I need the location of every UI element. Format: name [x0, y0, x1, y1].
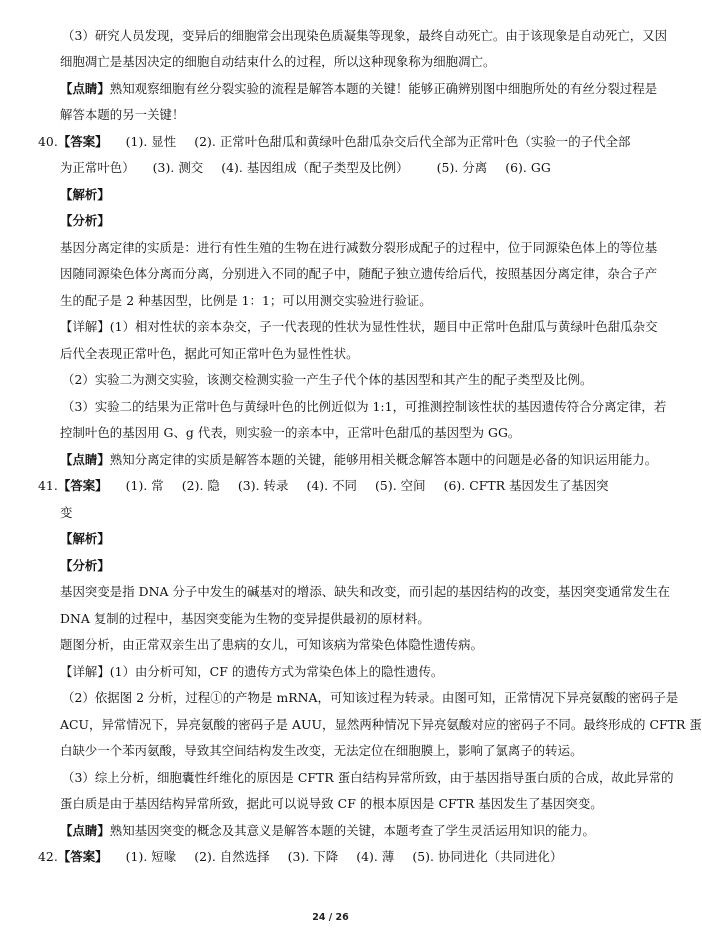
paragraph-line: （3）综上分析，细胞囊性纤维化的原因是 CFTR 蛋白结构异常所致，由于基因指导蛋白质的合成，故此异常的	[62, 770, 674, 785]
answer-item: (3). 转录	[237, 478, 289, 493]
question-41-answer-cont: 变	[60, 505, 73, 520]
answer-tag: 【答案】	[57, 478, 108, 493]
comment-text: 熟知分离定律的实质是解答本题的关键，能够用相关概念解答本题中的问题是必备的知识运用能力。	[109, 452, 658, 467]
paragraph-line: （2）实验二为测交实验，该测交检测实验一产生子代个体的基因型和其产生的配子类型及比例。	[62, 372, 593, 387]
question-40-answer-cont	[60, 160, 620, 176]
question-40-answer	[38, 134, 631, 150]
comment-tag: 【点睛】	[60, 81, 110, 96]
answer-item: (1). 显性	[125, 134, 177, 149]
paragraph-line: 因随同源染色体分离而分离，分别进入不同的配子中，随配子独立遗传给后代，按照基因分离定律，杂合子产	[60, 266, 658, 281]
paragraph-line: 控制叶色的基因用 G、g 代表，则实验一的亲本中，正常叶色甜瓜的基因型为 GG。	[60, 425, 521, 440]
answer-item: (4). 基因组成（配子类型及比例）	[221, 160, 409, 175]
page-number: 24 / 26	[312, 912, 349, 923]
question-42-answer	[38, 849, 598, 865]
answer-tag: 【答案】	[57, 849, 108, 864]
section-label: 【分析】	[60, 558, 110, 573]
answer-item: (2). 自然选择	[194, 849, 270, 864]
paragraph-line: ACU，异常情况下，异亮氨酸的密码子是 AUU，显然两种情况下异亮氨酸对应的密码子不同。最终形成的 CFTR 蛋	[60, 717, 702, 732]
comment-text: 熟知观察细胞有丝分裂实验的流程是解答本题的关键！能够正确辨别图中细胞所处的有丝分裂过程是	[109, 81, 658, 96]
paragraph-line: 蛋白质是由于基因结构异常所致，据此可以说导致 CF 的根本原因是 CFTR 基因发生了基因突变。	[60, 796, 603, 811]
question-41-answer	[38, 478, 609, 494]
answer-item: (2). 正常叶色甜瓜和黄绿叶色甜瓜杂交后代全部为正常叶色（实验一的子代全部	[194, 134, 631, 149]
paragraph-line: 白缺少一个苯丙氨酸，导致其空间结构发生改变，无法定位在细胞膜上，影响了氯离子的转运。	[60, 743, 583, 758]
answer-item: (6). CFTR 基因发生了基因突	[443, 478, 609, 493]
paragraph-line: 细胞凋亡是基因决定的细胞自动结束什么的过程，所以这种现象称为细胞凋亡。	[60, 54, 496, 69]
answer-item: (1). 短喙	[125, 849, 177, 864]
answer-item: (5). 协同进化（共同进化）	[412, 849, 563, 864]
answer-item: (5). 分离	[436, 160, 488, 175]
comment-tag: 【点睛】	[60, 452, 110, 467]
answer-tag: 【答案】	[57, 134, 108, 149]
comment-line	[60, 452, 658, 468]
paragraph-line: 【详解】(1）由分析可知，CF 的遗传方式为常染色体上的隐性遗传。	[60, 664, 444, 679]
paragraph-line: 【详解】(1）相对性状的亲本杂交，子一代表现的性状为显性性状，题目中正常叶色甜瓜与黄绿叶色甜瓜杂交	[60, 319, 658, 334]
paragraph-line: 基因分离定律的实质是：进行有性生殖的生物在进行减数分裂形成配子的过程中，位于同源染色体上的等位基	[60, 240, 658, 255]
answer-item: (6). GG	[505, 160, 551, 175]
comment-line	[60, 81, 658, 97]
answer-item: (3). 测交	[152, 160, 204, 175]
answer-item: (4). 不同	[306, 478, 357, 493]
answer-item: (3). 下降	[287, 849, 339, 864]
question-number: 40.	[38, 134, 58, 149]
section-label: 【分析】	[60, 213, 110, 228]
answer-item: 为正常叶色）	[60, 160, 135, 175]
answer-item: (1). 常	[125, 478, 164, 493]
paragraph-line: 生的配子是 2 种基因型，比例是 1：1；可以用测交实验进行验证。	[60, 293, 432, 308]
paragraph-line: 后代全表现正常叶色，据此可知正常叶色为显性性状。	[60, 346, 359, 361]
answer-item: (4). 薄	[356, 849, 395, 864]
section-label: 【解析】	[60, 187, 110, 202]
paragraph-line: 题图分析，由正常双亲生出了患病的女儿，可知该病为常染色体隐性遗传病。	[60, 637, 483, 652]
question-number: 42.	[38, 849, 58, 864]
paragraph-line: （3）实验二的结果为正常叶色与黄绿叶色的比例近似为 1:1，可推测控制该性状的基因遗传符合分离定律，若	[62, 399, 667, 414]
question-number: 41.	[38, 478, 58, 493]
paragraph-line: 基因突变是指 DNA 分子中发生的碱基对的增添、缺失和改变，而引起的基因结构的改变，基因突变通常发生在	[60, 584, 671, 599]
paragraph-line: DNA 复制的过程中，基因突变能为生物的变异提供最初的原材料。	[60, 611, 430, 626]
paragraph-line: 解答本题的另一关键！	[60, 107, 185, 122]
answer-item: (5). 空间	[375, 478, 426, 493]
section-label: 【解析】	[60, 531, 110, 546]
paragraph-line: （2）依据图 2 分析，过程①的产物是 mRNA，可知该过程为转录。由图可知，正常情况下异亮氨酸的密码子是	[62, 690, 679, 705]
paragraph-line: （3）研究人员发现，变异后的细胞常会出现染色质凝集等现象，最终自动死亡。由于该现象是自动死亡，又因	[62, 28, 668, 43]
comment-text: 熟知基因突变的概念及其意义是解答本题的关键，本题考查了学生灵活运用知识的能力。	[109, 823, 595, 838]
comment-line	[60, 823, 620, 839]
comment-tag: 【点睛】	[60, 823, 110, 838]
answer-item: (2). 隐	[181, 478, 220, 493]
